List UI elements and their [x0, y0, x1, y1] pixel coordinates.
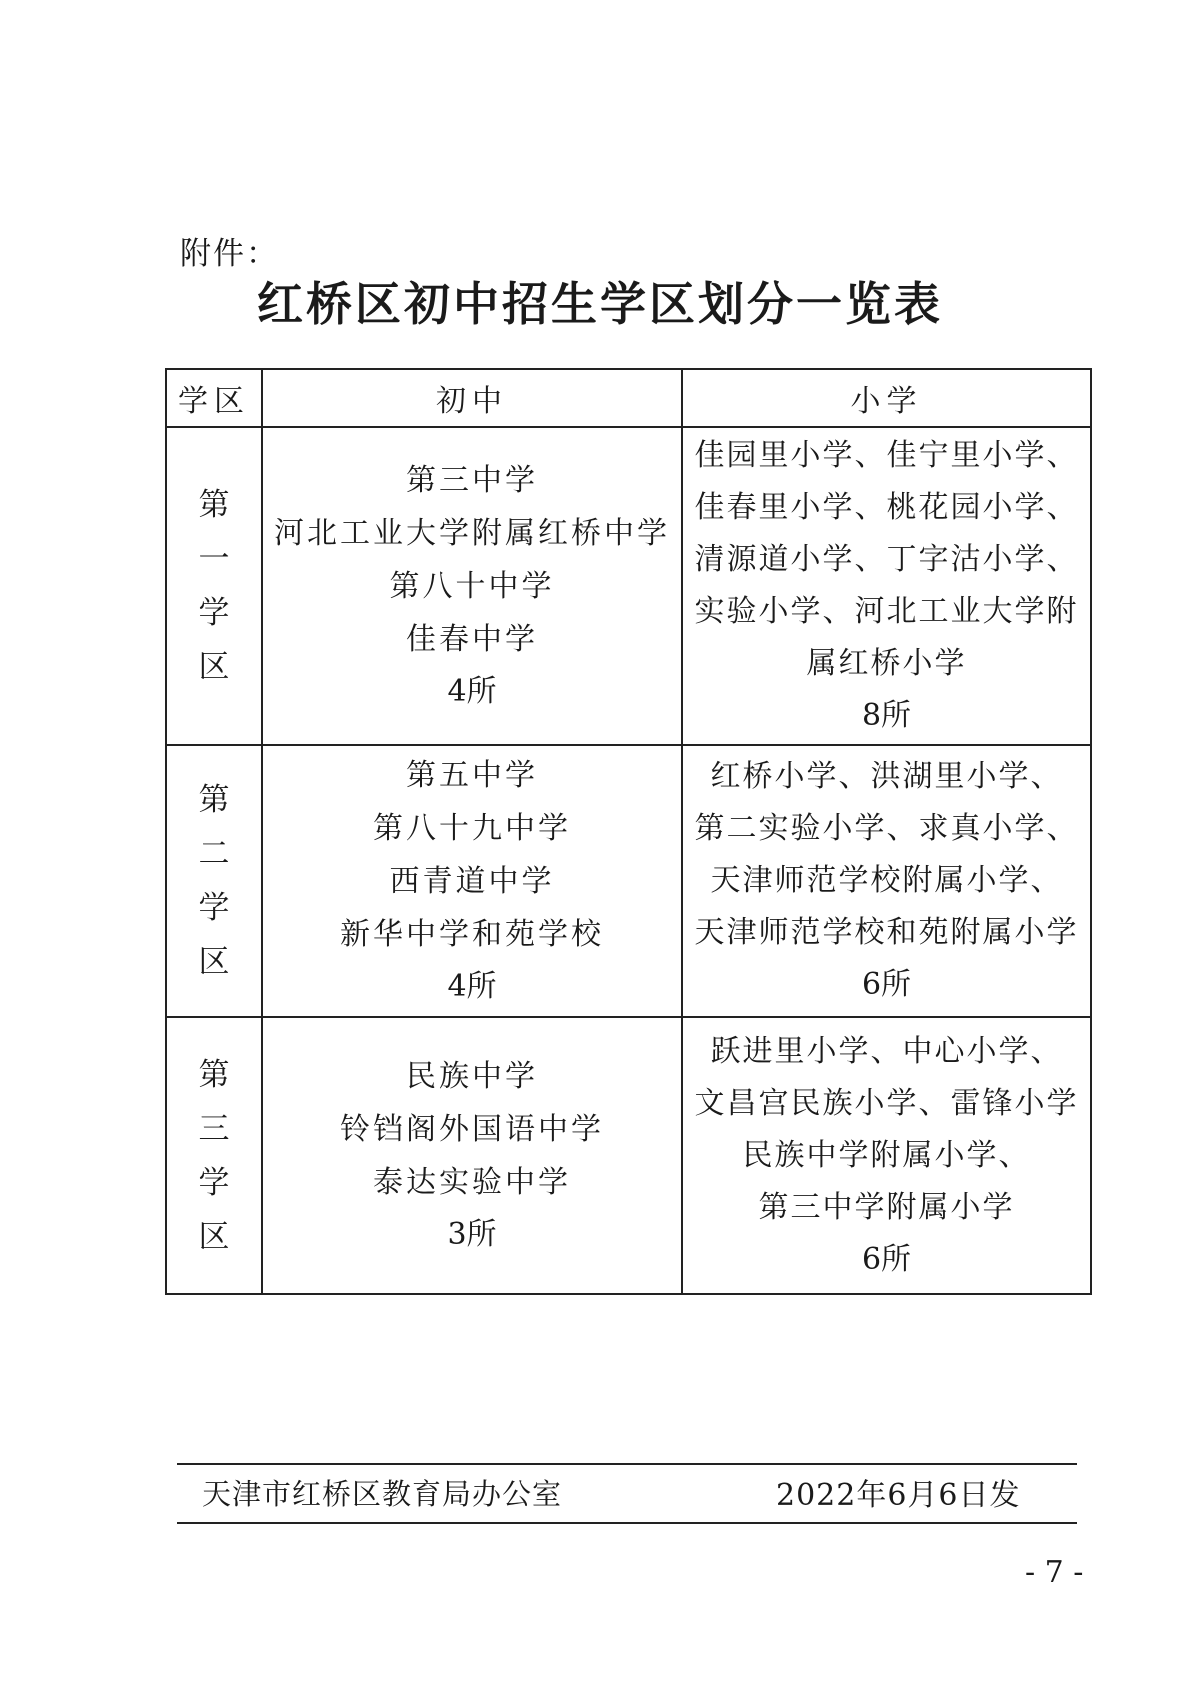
middle-school-name: 第八十中学 [389, 569, 555, 604]
table-row-district-3 [166, 1017, 1091, 1294]
primary-school-line: 天津师范学校和苑附属小学 [694, 915, 1079, 950]
primary-school-count: 8所 [861, 698, 912, 733]
primary-school-line: 第二实验小学、求真小学、 [694, 811, 1079, 846]
middle-school-name: 佳春中学 [406, 622, 538, 657]
primary-school-line: 文昌宫民族小学、雷锋小学 [694, 1085, 1079, 1121]
district-name: 第一学区 [198, 487, 230, 685]
middle-school-count: 4所 [447, 969, 497, 1004]
middle-school-count: 4所 [447, 674, 497, 709]
primary-school-line: 实验小学、河北工业大学附 [694, 594, 1079, 629]
middle-school-name: 铃铛阁外国语中学 [340, 1112, 604, 1147]
primary-school-line: 佳春里小学、桃花园小学、 [694, 490, 1079, 525]
primary-school-count: 6所 [861, 1241, 912, 1277]
footer-issuer: 天津市红桥区教育局办公室 [202, 1477, 563, 1511]
middle-school-cell [262, 745, 682, 1017]
table-row-district-1 [166, 427, 1091, 745]
primary-school-line: 清源道小学、丁字沽小学、 [694, 542, 1079, 577]
middle-school-name: 第三中学 [406, 463, 538, 498]
middle-school-name: 第八十九中学 [373, 811, 571, 846]
middle-school-cell [262, 1017, 682, 1294]
district-name: 第二学区 [198, 782, 230, 980]
middle-school-name: 新华中学和苑学校 [340, 917, 604, 952]
page-number: - 7 - [1025, 1555, 1084, 1590]
primary-school-cell [682, 745, 1091, 1017]
district-cell [166, 745, 262, 1017]
header-primary-school: 小学 [682, 369, 1091, 427]
school-district-table [165, 368, 1092, 1295]
district-cell [166, 427, 262, 745]
middle-school-count: 3所 [447, 1217, 497, 1252]
footer-top-rule [177, 1463, 1077, 1465]
middle-school-name: 民族中学 [406, 1059, 538, 1094]
district-cell [166, 1017, 262, 1294]
header-middle-school: 初中 [262, 369, 682, 427]
primary-school-line: 跃进里小学、中心小学、 [710, 1033, 1063, 1069]
primary-school-line: 红桥小学、洪湖里小学、 [710, 759, 1063, 794]
primary-school-line: 第三中学附属小学 [758, 1189, 1015, 1225]
page-title: 红桥区初中招生学区划分一览表 [257, 277, 943, 331]
footer-bottom-rule [177, 1522, 1077, 1524]
table-header-row [166, 369, 1091, 427]
primary-school-line: 属红桥小学 [806, 646, 967, 681]
middle-school-cell [262, 427, 682, 745]
header-district: 学区 [166, 369, 262, 427]
table-row-district-2 [166, 745, 1091, 1017]
footer-date: 2022年6月6日发 [776, 1478, 1021, 1513]
primary-school-line: 天津师范学校附属小学、 [710, 863, 1063, 898]
primary-school-cell [682, 1017, 1091, 1294]
middle-school-name: 第五中学 [406, 758, 538, 793]
primary-school-line: 民族中学附属小学、 [742, 1137, 1031, 1173]
attachment-label: 附件： [180, 236, 279, 272]
middle-school-name: 河北工业大学附属红桥中学 [274, 516, 670, 551]
primary-school-count: 6所 [861, 967, 912, 1002]
middle-school-name: 西青道中学 [389, 864, 555, 899]
primary-school-cell [682, 427, 1091, 745]
middle-school-name: 泰达实验中学 [373, 1165, 571, 1200]
primary-school-line: 佳园里小学、佳宁里小学、 [694, 438, 1079, 473]
district-name: 第三学区 [198, 1056, 230, 1255]
